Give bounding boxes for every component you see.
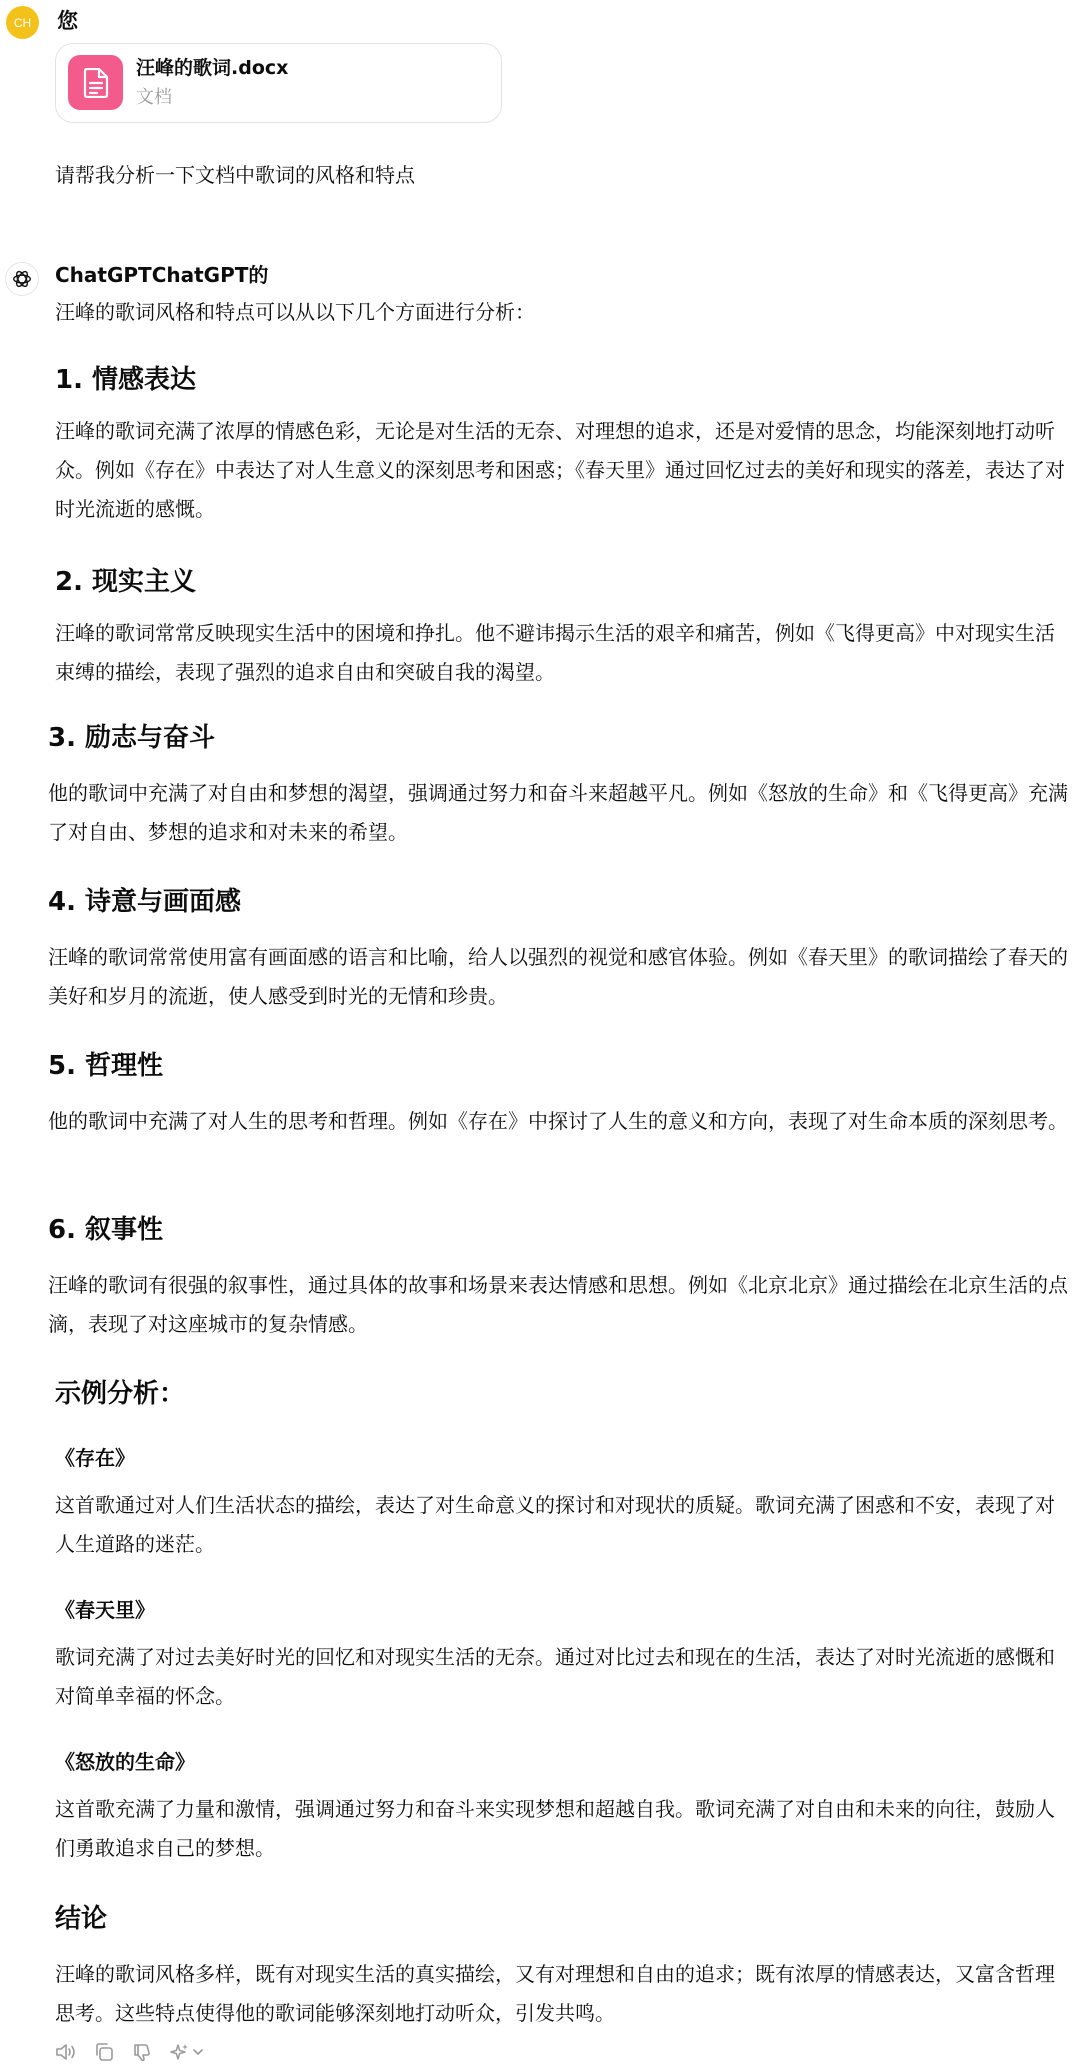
speaker-icon[interactable] — [55, 2041, 77, 2063]
section-heading: 1. 情感表达 — [55, 365, 197, 395]
section-heading: 5. 哲理性 — [48, 1051, 164, 1081]
example-body: 这首歌充满了力量和激情，强调通过努力和奋斗来实现梦想和超越自我。歌词充满了对自由和未来的向往，鼓励人们勇敢追求自己的梦想。 — [55, 1797, 1055, 1860]
example-title: 《春天里》 — [55, 1598, 155, 1622]
assistant-intro: 汪峰的歌词风格和特点可以从以下几个方面进行分析： — [55, 300, 535, 324]
file-attachment-card[interactable] — [55, 43, 502, 123]
example-title: 《存在》 — [55, 1446, 135, 1470]
copy-icon[interactable] — [93, 2041, 115, 2063]
section-body: 他的歌词中充满了对人生的思考和哲理。例如《存在》中探讨了人生的意义和方向，表现了对生命本质的深刻思考。 — [48, 1109, 1068, 1133]
file-name: 汪峰的歌词.docx — [136, 57, 289, 79]
section-body: 汪峰的歌词有很强的叙事性，通过具体的故事和场景来表达情感和思想。例如《北京北京》通过描绘在北京生活的点滴，表现了对这座城市的复杂情感。 — [48, 1273, 1068, 1336]
sparkle-icon[interactable] — [169, 2041, 207, 2063]
examples-heading: 示例分析： — [55, 1379, 186, 1409]
user-message: 请帮我分析一下文档中歌词的风格和特点 — [55, 163, 415, 187]
user-avatar: CH — [6, 6, 39, 39]
section-heading: 3. 励志与奋斗 — [48, 723, 216, 753]
assistant-name: ChatGPTChatGPT的 — [55, 263, 269, 287]
message-actions — [55, 2040, 207, 2064]
section-heading: 4. 诗意与画面感 — [48, 887, 242, 917]
example-title: 《怒放的生命》 — [55, 1750, 195, 1774]
conclusion-heading: 结论 — [55, 1904, 108, 1934]
chatgpt-logo-icon — [5, 262, 39, 296]
section-body: 汪峰的歌词常常使用富有画面感的语言和比喻，给人以强烈的视觉和感官体验。例如《春天里》的歌词描绘了春天的美好和岁月的流逝，使人感受到时光的无情和珍贵。 — [48, 945, 1068, 1008]
user-name: 您 — [57, 9, 78, 33]
file-type: 文档 — [136, 87, 172, 108]
document-icon — [68, 55, 123, 110]
chevron-down-icon — [194, 2050, 202, 2054]
conclusion-body: 汪峰的歌词风格多样，既有对现实生活的真实描绘，又有对理想和自由的追求；既有浓厚的情感表达，又富含哲理思考。这些特点使得他的歌词能够深刻地打动听众，引发共鸣。 — [55, 1962, 1055, 2025]
section-body: 他的歌词中充满了对自由和梦想的渴望，强调通过努力和奋斗来超越平凡。例如《怒放的生命》和《飞得更高》充满了对自由、梦想的追求和对未来的希望。 — [48, 781, 1068, 844]
example-body: 这首歌通过对人们生活状态的描绘，表达了对生命意义的探讨和对现状的质疑。歌词充满了困惑和不安，表现了对人生道路的迷茫。 — [55, 1493, 1055, 1556]
example-body: 歌词充满了对过去美好时光的回忆和对现实生活的无奈。通过对比过去和现在的生活，表达了对时光流逝的感慨和对简单幸福的怀念。 — [55, 1645, 1055, 1708]
section-body: 汪峰的歌词充满了浓厚的情感色彩，无论是对生活的无奈、对理想的追求，还是对爱情的思念，均能深刻地打动听众。例如《存在》中表达了对人生意义的深刻思考和困惑；《春天里》通过回忆过去的美好和现实的落差，表达了对时光流逝的感慨。 — [55, 419, 1065, 521]
thumbs-down-icon[interactable] — [131, 2041, 153, 2063]
section-body: 汪峰的歌词常常反映现实生活中的困境和挣扎。他不避讳揭示生活的艰辛和痛苦，例如《飞得更高》中对现实生活束缚的描绘，表现了强烈的追求自由和突破自我的渴望。 — [55, 621, 1055, 684]
section-heading: 6. 叙事性 — [48, 1215, 164, 1245]
section-heading: 2. 现实主义 — [55, 567, 197, 597]
